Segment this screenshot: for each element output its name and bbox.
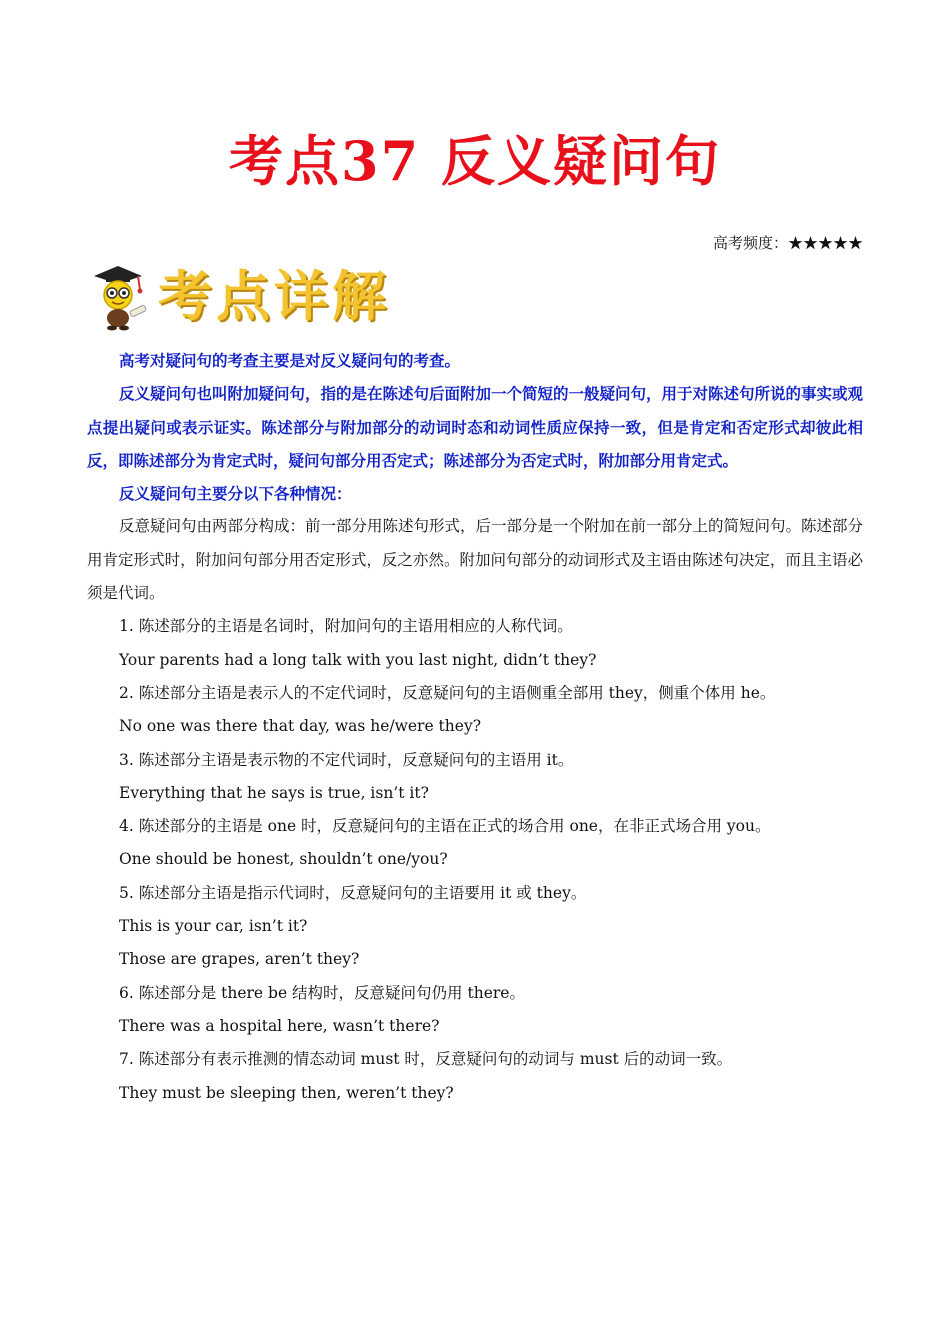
intro-paragraph: 反义疑问句也叫附加疑问句，指的是在陈述句后面附加一个简短的一般疑问句，用于对陈述句所说的事实或观点提出疑问或表示证实。陈述部分与附加部分的动词时态和动词性质应保持一致，但是肯定和否定形式却彼此相反，即陈述部分为肯定式时，疑问句部分用否定式；陈述部分为否定式时，附加部分用肯定式。 <box>87 384 864 470</box>
section-banner <box>88 262 408 332</box>
rule-item: 2. 陈述部分主语是表示人的不定代词时，反意疑问句的主语侧重全部用 they，侧重个体用 he。 <box>119 683 776 702</box>
rule-item: 3. 陈述部分主语是表示物的不定代词时，反意疑问句的主语用 it。 <box>119 750 574 769</box>
rule-item: 7. 陈述部分有表示推测的情态动词 must 时，反意疑问句的动词与 must 后的动词一致。 <box>119 1050 733 1069</box>
body-intro-paragraph: 反意疑问句由两部分构成：前一部分用陈述句形式，后一部分是一个附加在前一部分上的简短问句。陈述部分用肯定形式时，附加问句部分用否定形式，反之亦然。附加问句部分的动词形式及主语由陈述句决定，而且主语必须是代词。 <box>87 517 864 603</box>
example-sentence: They must be sleeping then, weren’t they? <box>119 1083 454 1102</box>
rule-item: 1. 陈述部分的主语是名词时，附加问句的主语用相应的人称代词。 <box>119 617 573 636</box>
rule-item: 4. 陈述部分的主语是 one 时，反意疑问句的主语在正式的场合用 one，在非正式场合用 you。 <box>119 817 771 836</box>
frequency-stars: ★★★★★ <box>787 234 863 252</box>
frequency-label: 高考频度： <box>712 234 788 252</box>
article-body <box>87 344 863 1110</box>
example-sentence: Those are grapes, aren’t they? <box>119 950 360 969</box>
intro-paragraph: 反义疑问句主要分以下各种情况： <box>119 484 352 504</box>
example-sentence: There was a hospital here, wasn’t there? <box>119 1016 440 1035</box>
graduate-mascot-icon <box>88 262 154 332</box>
rule-item: 6. 陈述部分是 there be 结构时，反意疑问句仍用 there。 <box>119 983 525 1002</box>
example-sentence: One should be honest, shouldn’t one/you? <box>119 850 448 869</box>
example-sentence: No one was there that day, was he/were they? <box>119 717 482 736</box>
rule-item: 5. 陈述部分主语是指示代词时，反意疑问句的主语要用 it 或 they。 <box>119 883 587 902</box>
frequency-rating <box>713 232 863 253</box>
example-sentence: This is your car, isn’t it? <box>119 917 308 936</box>
intro-paragraph: 高考对疑问句的考查主要是对反义疑问句的考查。 <box>119 351 461 370</box>
page-title: 考点37 反义疑问句 <box>229 129 721 193</box>
example-sentence: Your parents had a long talk with you last night, didn’t they? <box>119 650 597 669</box>
example-sentence: Everything that he says is true, isn’t it? <box>119 783 429 802</box>
banner-title: 考点详解 <box>158 265 390 328</box>
